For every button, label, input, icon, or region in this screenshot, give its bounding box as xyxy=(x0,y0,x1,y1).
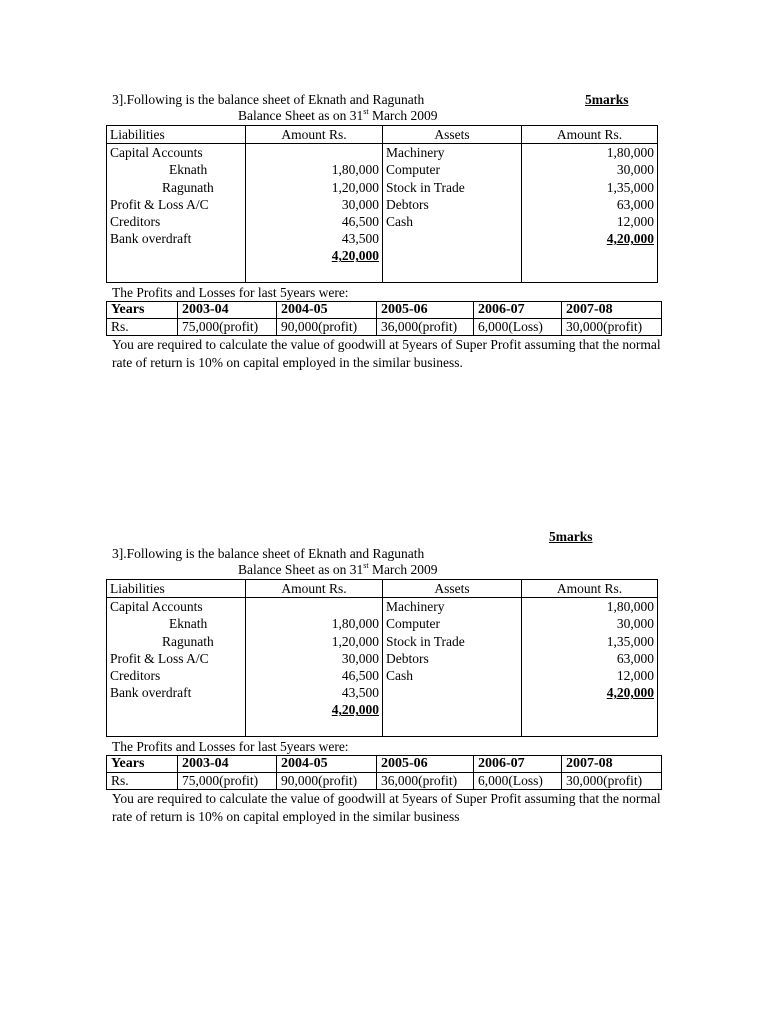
value-cell: 90,000(profit) xyxy=(277,319,377,336)
year-cell: 2003-04 xyxy=(178,302,277,319)
year-cell: 2006-07 xyxy=(474,302,562,319)
rs-label: Rs. xyxy=(107,773,178,790)
years-row xyxy=(107,756,662,773)
liability-label: Eknath xyxy=(169,162,208,178)
header-amount: Amount Rs. xyxy=(522,126,658,144)
asset-amount: 12,000 xyxy=(616,667,654,683)
asset-label: Cash xyxy=(386,667,413,683)
year-cell: 2007-08 xyxy=(562,756,662,773)
asset-label: Computer xyxy=(386,616,440,632)
liability-label: Profit & Loss A/C xyxy=(110,196,209,212)
liabilities-amount-column xyxy=(246,144,383,283)
liability-amount: 30,000 xyxy=(341,196,379,212)
value-cell: 30,000(profit) xyxy=(562,319,662,336)
liability-label: Bank overdraft xyxy=(110,231,192,247)
question-intro-row xyxy=(106,91,657,108)
value-cell: 75,000(profit) xyxy=(178,773,277,790)
liability-amount: 1,80,000 xyxy=(331,162,379,178)
balance-sheet-header xyxy=(107,126,658,144)
year-cell: 2005-06 xyxy=(377,756,474,773)
asset-amount: 63,000 xyxy=(616,196,654,212)
liability-label: Bank overdraft xyxy=(110,685,192,701)
asset-amount: 30,000 xyxy=(616,616,654,632)
header-assets: Assets xyxy=(383,126,522,144)
asset-amount: 1,35,000 xyxy=(606,179,654,195)
liability-amount: 46,500 xyxy=(341,667,379,683)
liability-label: Creditors xyxy=(110,667,161,683)
assets-column xyxy=(383,598,522,737)
header-amount: Amount Rs. xyxy=(522,580,658,598)
liability-amount: 1,20,000 xyxy=(331,633,379,649)
question-block-2 xyxy=(106,528,661,825)
values-row xyxy=(107,319,662,336)
liabilities-column xyxy=(107,598,246,737)
years-label: Years xyxy=(107,302,178,319)
year-cell: 2003-04 xyxy=(178,756,277,773)
value-cell: 90,000(profit) xyxy=(277,773,377,790)
header-amount: Amount Rs. xyxy=(246,580,383,598)
liability-amount: 43,500 xyxy=(341,685,379,701)
asset-amount: 1,80,000 xyxy=(606,599,654,615)
liability-amount xyxy=(249,598,379,615)
profit-loss-table xyxy=(106,755,662,790)
years-row xyxy=(107,302,662,319)
liability-amount: 46,500 xyxy=(341,213,379,229)
asset-label: Stock in Trade xyxy=(386,179,465,195)
marks-label: 5marks xyxy=(585,92,629,107)
liability-label: Ragunath xyxy=(162,633,214,649)
header-assets: Assets xyxy=(383,580,522,598)
years-label: Years xyxy=(107,756,178,773)
balance-sheet-table xyxy=(106,125,658,283)
question-note: You are required to calculate the value of goodwill at 5years of Super Profit assuming that the normal rate of return is 10% on capital employed in the similar business xyxy=(112,791,661,824)
balance-sheet-table xyxy=(106,579,658,737)
pl-heading: The Profits and Losses for last 5years were: xyxy=(112,285,349,301)
liability-amount xyxy=(249,144,379,161)
liability-label: Ragunath xyxy=(162,179,214,195)
year-cell: 2006-07 xyxy=(474,756,562,773)
liability-label: Eknath xyxy=(169,616,208,632)
assets-amount-column xyxy=(522,598,658,737)
asset-amount: 1,80,000 xyxy=(606,145,654,161)
liability-label: Creditors xyxy=(110,213,161,229)
asset-label: Machinery xyxy=(386,145,445,161)
balance-sheet-header xyxy=(107,580,658,598)
asset-amount: 63,000 xyxy=(616,650,654,666)
question-intro-row xyxy=(106,545,657,562)
header-amount: Amount Rs. xyxy=(246,126,383,144)
asset-amount: 30,000 xyxy=(616,162,654,178)
profit-loss-table xyxy=(106,301,662,336)
liability-label: Capital Accounts xyxy=(110,599,203,615)
year-cell: 2005-06 xyxy=(377,302,474,319)
liability-amount: 1,20,000 xyxy=(331,179,379,195)
balance-sheet-body xyxy=(107,598,658,737)
balance-sheet-body xyxy=(107,144,658,283)
question-intro: 3].Following is the balance sheet of Eknath and Ragunath xyxy=(112,92,425,107)
assets-amount-column xyxy=(522,144,658,283)
year-cell: 2004-05 xyxy=(277,302,377,319)
assets-total: 4,20,000 xyxy=(606,231,654,247)
header-liabilities: Liabilities xyxy=(107,126,246,144)
assets-total: 4,20,000 xyxy=(606,685,654,701)
balance-sheet-title: Balance Sheet as on 31st March 2009 xyxy=(238,561,438,577)
liabilities-amount-column xyxy=(246,598,383,737)
asset-amount: 12,000 xyxy=(616,213,654,229)
liabilities-column xyxy=(107,144,246,283)
liability-amount: 30,000 xyxy=(341,650,379,666)
marks-row xyxy=(106,528,657,545)
liability-amount: 1,80,000 xyxy=(331,616,379,632)
question-intro: 3].Following is the balance sheet of Eknath and Ragunath xyxy=(112,546,425,561)
asset-label: Debtors xyxy=(386,196,429,212)
liabilities-total: 4,20,000 xyxy=(331,702,379,718)
year-cell: 2007-08 xyxy=(562,302,662,319)
liability-label: Profit & Loss A/C xyxy=(110,650,209,666)
value-cell: 36,000(profit) xyxy=(377,319,474,336)
marks-label: 5marks xyxy=(549,529,593,544)
value-cell: 6,000(Loss) xyxy=(474,319,562,336)
asset-label: Machinery xyxy=(386,599,445,615)
asset-label: Stock in Trade xyxy=(386,633,465,649)
header-liabilities: Liabilities xyxy=(107,580,246,598)
values-row xyxy=(107,773,662,790)
asset-label: Cash xyxy=(386,213,413,229)
year-cell: 2004-05 xyxy=(277,756,377,773)
asset-amount: 1,35,000 xyxy=(606,633,654,649)
liability-amount: 43,500 xyxy=(341,231,379,247)
asset-label: Debtors xyxy=(386,650,429,666)
question-block-1 xyxy=(106,91,661,371)
question-note: You are required to calculate the value of goodwill at 5years of Super Profit assuming that the normal rate of return is 10% on capital employed in the similar business. xyxy=(112,337,661,370)
liability-label: Capital Accounts xyxy=(110,145,203,161)
value-cell: 36,000(profit) xyxy=(377,773,474,790)
rs-label: Rs. xyxy=(107,319,178,336)
assets-column xyxy=(383,144,522,283)
asset-label: Computer xyxy=(386,162,440,178)
balance-sheet-title: Balance Sheet as on 31st March 2009 xyxy=(238,107,438,123)
liabilities-total: 4,20,000 xyxy=(331,248,379,264)
value-cell: 75,000(profit) xyxy=(178,319,277,336)
value-cell: 6,000(Loss) xyxy=(474,773,562,790)
pl-heading: The Profits and Losses for last 5years were: xyxy=(112,739,349,755)
value-cell: 30,000(profit) xyxy=(562,773,662,790)
